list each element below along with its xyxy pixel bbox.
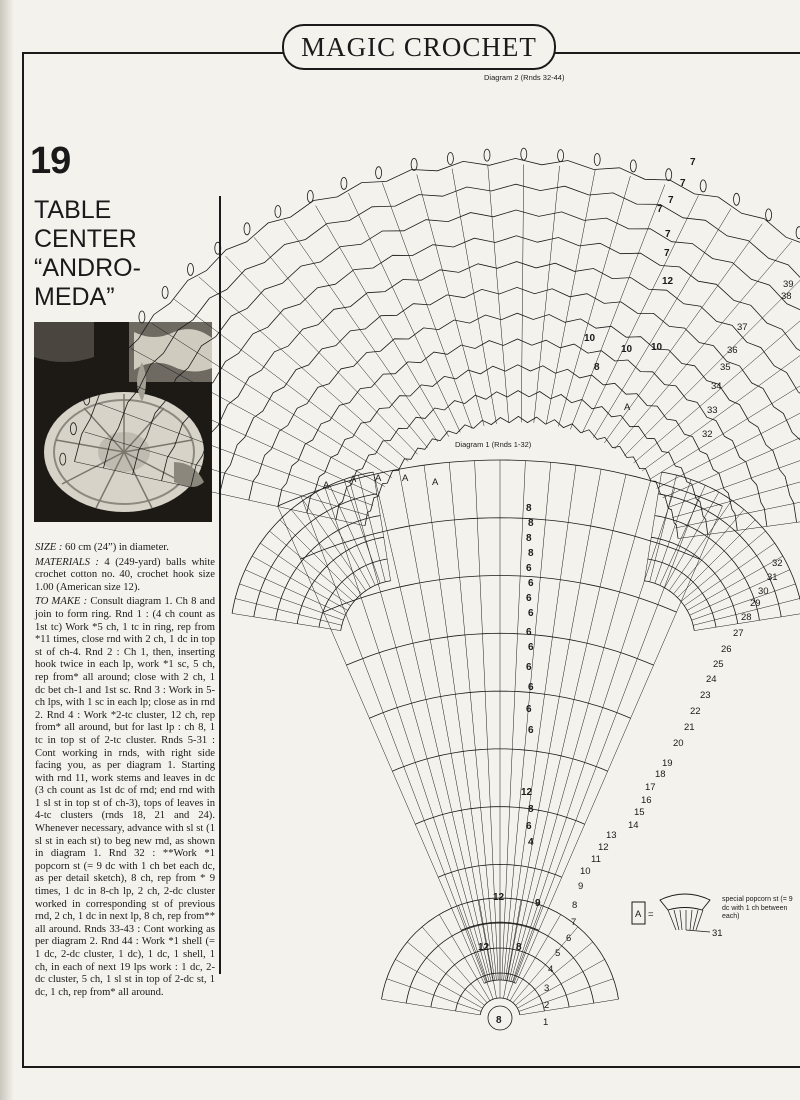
diagram-2-spoke [226,256,418,454]
diagram-1-arc [480,998,520,1015]
diagram-1-round-number: 16 [641,795,652,806]
diagram-2-arc [104,184,800,502]
diagram-1-spoke [291,510,361,594]
diagram-2-bead [188,263,194,275]
diagram-2-spoke [417,175,484,426]
diagram-2-spoke [113,375,378,495]
diagram-1-center-count: 8 [496,1015,502,1026]
diagram-2-bead [307,190,313,202]
diagram-1-spoke [424,465,495,980]
size-text: 60 cm (24”) in diameter. [65,542,169,553]
diagram-2-round-number: 35 [720,362,731,373]
diagram-1-round-number: 6 [566,933,572,944]
diagram-1-round-number: 25 [713,659,724,670]
diagram-2-count: 7 [680,178,686,189]
diagram-2-spoke [152,323,392,477]
diagram-1-count: 6 [526,662,532,673]
diagram-1-count: 8 [528,804,534,815]
diagram-2-bead [558,150,564,162]
diagram-1-round-number: 17 [645,782,656,793]
diagram-2-bead [341,177,347,189]
diagram-2-bead [734,193,740,205]
diagram-1-count: 6 [528,682,534,693]
diagram-2-round-number: 36 [727,345,738,356]
diagram-2-spoke [521,164,523,422]
diagram-2-count: 8 [594,362,600,373]
diagram-2-spoke [558,176,630,426]
diagram-1-count: 8 [526,533,532,544]
diagram-2-bead [766,209,772,221]
diagram-2-arc [75,158,800,498]
diagram-1-count: 6 [526,563,532,574]
diagram-1-round-number: 21 [684,722,695,733]
diagram-2-spoke [488,165,509,422]
diagram-1-spoke [240,584,344,620]
diagram-2-count: 7 [690,157,696,168]
diagram-2-arc [220,287,800,518]
diagram-1-marker: A [432,477,439,488]
diagram-2-round-number: 32 [702,429,713,440]
diagram-1-spoke [349,481,489,982]
popcorn-equals: = [648,909,654,920]
diagram-1-round-number: 23 [700,690,711,701]
diagram-2-bead [118,337,124,349]
diagram-1-marker: A [375,473,382,484]
diagram-1-round-number: 12 [598,842,609,853]
diagram-2-bead [162,286,168,298]
diagram-2-bead [521,148,527,160]
diagram-1-spoke [507,905,542,999]
diagram-2-bead [447,153,453,165]
diagram-1-round-number: 3 [544,983,550,994]
diagram-1-center-count: 8 [516,942,522,953]
diagram-1-round-number: 30 [758,586,769,597]
popcorn-stitches [668,910,710,932]
diagram-1-spoke [677,520,755,598]
diagram-1-count: 6 [526,627,532,638]
diagram-1-spoke [520,999,619,1015]
diagram-1-count: 6 [528,725,534,736]
title-line: MEDA” [34,283,115,311]
diagram-1-round-number: 31 [767,572,778,583]
diagram-1-spoke [344,480,380,584]
diagram-2-count: 10 [584,333,596,344]
diagram-2-bead [139,311,145,323]
diagram-1-spoke [316,492,370,588]
diagram-2-arc [336,391,708,535]
popcorn-detail [632,894,723,939]
diagram-2-spoke [75,462,366,526]
diagram-2-bead [60,453,66,465]
diagram-2-spoke [650,328,800,479]
diagram-2-round-number: 38 [781,291,792,302]
diagram-2-spoke [452,169,496,424]
diagram-2-spoke [131,349,385,487]
diagram-2-spoke [174,299,400,469]
diagram-2-bead [70,423,76,435]
diagram-2-round-number: 34 [711,381,722,392]
diagram-2-round-number: 33 [707,405,718,416]
diagram-1-round-number: 29 [750,598,761,609]
diagram-2-spoke [534,166,560,423]
diagram-1-marker: A [402,473,409,484]
diagram-1-spoke [280,520,358,598]
diagram-2-arc [365,416,678,538]
diagram-2-chart [60,148,800,538]
diagram-2-bead [630,160,636,172]
diagram-2-bead [244,223,250,235]
diagram-1-round-number: 11 [591,854,601,865]
diagram-1-spoke [665,492,719,588]
diagram-2-marker: A [624,402,631,413]
diagram-1-center-count: 12 [493,892,505,903]
diagram-2-spoke [615,241,792,449]
diagram-2-spoke [593,209,731,438]
diagram-2-round-number: 37 [737,322,748,333]
materials-text: 4 (249-yard) balls white crochet cotton no. 40, crochet hook size 1.00 (American size 12). [35,556,215,593]
diagram-1-round-number: 20 [673,738,684,749]
diagram-2-spoke [634,281,800,463]
popcorn-top-shape [660,894,710,910]
diagram-1-round-number: 7 [571,917,577,928]
diagram-1-count: 6 [528,642,534,653]
title-line: CENTER [34,225,137,253]
diagram-2-count: 12 [662,276,674,287]
diagram-1-round-number: 32 [772,558,783,569]
diagram-1-spoke [407,942,484,1005]
diagram-2-spoke [85,432,369,516]
magazine-header: MAGIC CROCHET [282,24,556,70]
diagram-1-round-number: 4 [548,964,554,975]
popcorn-round-number: 31 [712,928,723,939]
diagram-2-spoke [316,206,449,437]
diagram-1-count: 8 [528,518,534,529]
diagram-1-spoke [232,613,341,630]
diagram-2-count: 7 [664,248,670,259]
diagram-2-spoke [199,277,408,462]
diagram-1-round-number: 5 [555,948,561,959]
diagram-1-label: Diagram 1 (Rnds 1-32) [455,440,532,449]
diagram-2-spoke [284,220,438,442]
diagram-2-count: 7 [665,229,671,240]
diagram-1-round-number: 28 [741,612,752,623]
diagram-1-marker: A [350,474,357,485]
diagram-2-spoke [546,170,595,425]
diagram-1-spoke [395,959,482,1008]
diagram-2-count: 7 [657,204,663,215]
diagram-1-center-count: 12 [478,942,490,953]
diagram-1-count: 12 [521,787,533,798]
diagram-2-count: 10 [651,342,663,353]
title-line: TABLE [34,196,112,224]
diagram-1-spoke [387,979,482,1012]
diagram-2-bead [666,169,672,181]
diagram-1-round-number: 22 [690,706,701,717]
diagram-1-round-number: 15 [634,807,645,818]
diagram-2-bead [376,167,382,179]
diagram-2-count: 10 [621,344,633,355]
diagram-2-bead [700,180,706,192]
diagram-1-marker: A [323,480,330,491]
diagram-2-bead [100,365,106,377]
diagram-1-count: 4 [528,837,534,848]
diagram-2-bead [484,149,490,161]
diagram-2-spoke [348,193,460,432]
diagram-1-round-number: 26 [721,644,732,655]
popcorn-marker: A [635,909,642,920]
diagram-2-spoke [254,237,428,447]
diagram-1-center-count: 9 [535,898,541,909]
diagram-1-spoke [235,599,342,626]
diagram-1-count: 6 [528,578,534,589]
diagram-1-arc [662,472,800,613]
diagram-1-count: 8 [526,503,532,514]
diagram-1-spoke [505,465,576,980]
size-label: SIZE : [35,542,63,553]
diagram-1-spoke [373,472,390,581]
diagram-1-spoke [325,488,487,982]
diagram-2-bead [215,242,221,254]
diagram-2-arc [162,236,800,510]
diagram-1-spoke [687,556,783,610]
title-line: “ANDRO- [34,254,141,282]
diagram-1-round-number: 13 [606,830,617,841]
diagram-2-spoke [676,468,800,528]
diagram-2-spoke [678,498,800,538]
diagram-2-arc [133,210,800,506]
diagram-2-round-number: 39 [783,279,794,290]
diagram-1-round-number: 19 [662,758,673,769]
diagram-1-spoke [517,959,604,1008]
diagram-2-bead [594,154,600,166]
diagram-1-round-number: 14 [628,820,639,831]
diagram-1-count: 8 [528,548,534,559]
diagram-1-spoke [301,497,486,983]
diagram-2-bead [84,393,90,405]
diagram-2-spoke [663,381,800,498]
diagram-1-count: 6 [528,608,534,619]
diagram-1-round-number: 9 [578,881,584,892]
diagram-1-count: 6 [526,593,532,604]
diagram-1-spoke [514,497,699,983]
diagram-1-round-number: 1 [543,1017,549,1028]
diagram-1-spoke [519,979,614,1012]
diagram-2-label: Diagram 2 (Rnds 32-44) [484,73,565,82]
diagram-2-bead [275,206,281,218]
diagram-1-count: 6 [526,821,532,832]
to-make-text: Consult diagram 1. Ch 8 and join to form ring. Rnd 1 : (4 ch count as 1st tc) Work *5 ch, 1 tc in ring, rep from *11 times, close rnd with 2 ch, 1 dc in top st of ch-4. Rnd 2 : Ch 1, then, inserting hook twice in each lp, work *1 sc, 5 ch, rep from* all around; close with 2 ch, 1 dc bet ch-1 and 1st sc. Rnd 3 : Work in 5-ch lps, with 1 sc in each lp; close as in rnd 2. Rnd 4 : Work *2-tc cluster, 12 ch, rep from* all around, but for last lp : ch 8, 1 tc in top st of 2-tc cluster. Rnds 5-31 : Cont working in rnds, with right side facing you, as per diagram 1. Starting with rnd 11, work stems and leaves in dc (3 ch count as 1st dc of rnd; end rnd with 1 sl st in top st of ch-3), tops of leaves in 4-tc clusters (rnds 18, 21 and 24). Whenever necessary, advance with sl st (1 sl st in each st) to beg new rnd, as shown in diagram 1. Rnd 32 : **Work *1 popcorn st (= 9 dc with 1 ch bet each dc, as per detail sketch), 8 ch, rep from * 9 times, 1 dc in 8-ch lp, 2 ch, 2-dc cluster worked in corresponding st of previous rnd, 2 ch, 1 dc in next lp, 8 ch, rep from** all around. Rnds 33-43 : Cont working as per diagram 2. Rnd 44 : Work *1 shell (= 1 dc, 2-dc cluster, 1 dc), 1 dc, 1 shell, 1 ch, in each of next 19 lps work : 1 dc, 2-dc cluster, 5 ch, 1 sl st in top of 2-dc st, 1 dc, 1 ch, rep from* all around. [35,596,215,998]
diagram-1-spoke [270,531,354,601]
diagram-1-round-number: 24 [706,674,717,685]
materials-label: MATERIALS : [35,556,99,568]
diagram-1-spoke [382,999,481,1015]
popcorn-note: special popcorn st (= 9 dc with 1 ch between each) [722,896,793,920]
diagram-1-spoke [252,556,348,610]
diagram-1-round-number: 27 [733,628,744,639]
diagram-2-bead [796,227,800,239]
diagram-1-spoke [644,472,661,581]
diagram-2-count: 7 [668,195,674,206]
diagram-1-count: 6 [526,704,532,715]
diagram-1-spoke [681,531,765,601]
diagram-2-bead [411,158,417,170]
diagram-1-round-number: 10 [580,866,591,877]
diagram-1-round-number: 18 [655,769,666,780]
diagram-1-round-number: 2 [544,1000,550,1011]
pattern-number: 19 [30,140,71,182]
to-make-label: TO MAKE : [35,596,88,608]
diagram-1-round-number: 8 [572,900,578,911]
diagram-1-spoke [674,510,744,594]
